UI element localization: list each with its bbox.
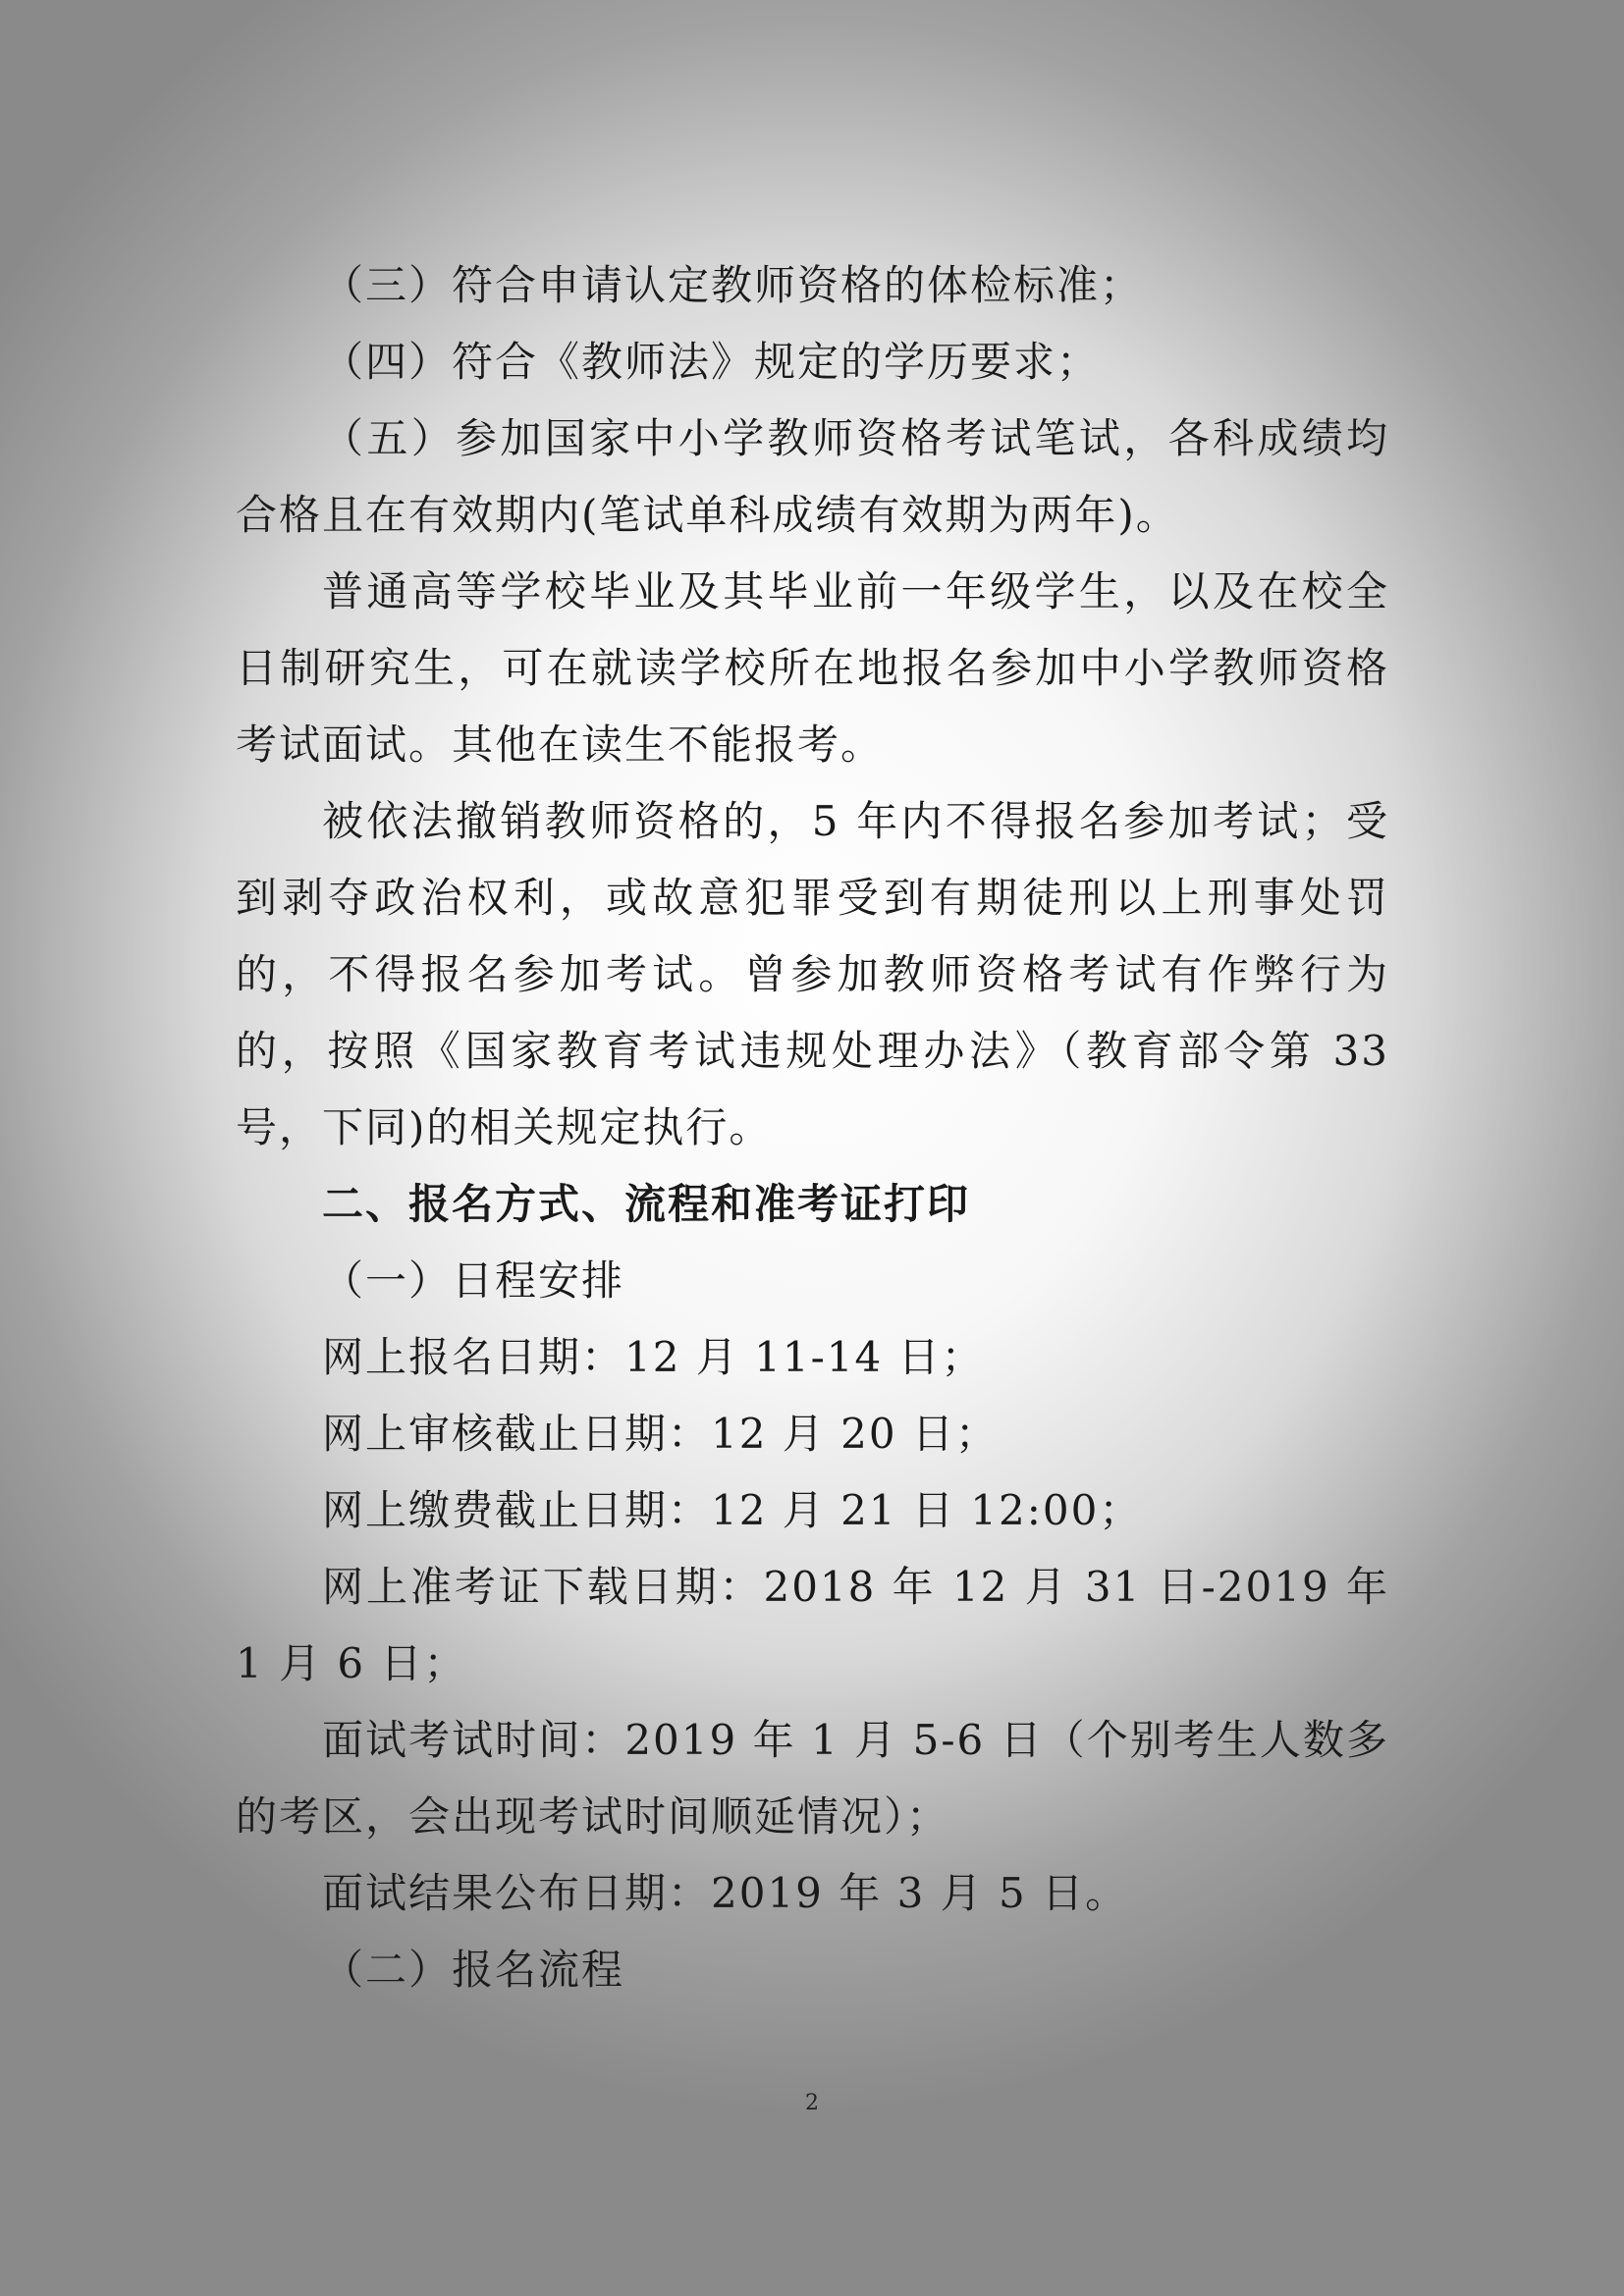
paragraph-disqualification: 被依法撤销教师资格的，5 年内不得报名参加考试；受到剥夺政治权利，或故意犯罪受到有期徒刑以上刑事处罚的，不得报名参加考试。曾参加教师资格考试有作弊行为的，按照《国家教育考试违规处理办法》（教育部令第 33 号，下同)的相关规定执行。	[236, 797, 1389, 1151]
paragraph-written-exam: （五）参加国家中小学教师资格考试笔试，各科成绩均合格且在有效期内(笔试单科成绩有效期为两年)。	[236, 414, 1389, 539]
schedule-online-registration: 网上报名日期：12 月 11-14 日；	[322, 1333, 985, 1381]
paragraph-student-eligibility: 普通高等学校毕业及其毕业前一年级学生，以及在校全日制研究生，可在就读学校所在地报名参加中小学教师资格考试面试。其他在读生不能报考。	[236, 567, 1389, 769]
subheading-registration-process: （二）报名流程	[322, 1946, 625, 1994]
schedule-results-date: 面试结果公布日期：2019 年 3 月 5 日。	[322, 1869, 1129, 1917]
schedule-admission-ticket: 网上准考证下载日期：2018 年 12 月 31 日-2019 年 1 月 6 日；	[236, 1563, 1389, 1687]
subheading-schedule: （一）日程安排	[322, 1256, 625, 1305]
section-heading-registration: 二、报名方式、流程和准考证打印	[322, 1180, 971, 1228]
schedule-review-deadline: 网上审核截止日期：12 月 20 日；	[322, 1410, 999, 1458]
paragraph-education-requirement: （四）符合《教师法》规定的学历要求；	[322, 338, 1101, 386]
schedule-interview-time: 面试考试时间：2019 年 1 月 5-6 日（个别考生人数多的考区，会出现考试时间顺延情况）；	[236, 1716, 1389, 1841]
schedule-payment-deadline: 网上缴费截止日期：12 月 21 日 12:00；	[322, 1486, 1143, 1534]
page-number: 2	[805, 2091, 819, 2115]
paragraph-health-standard: （三）符合申请认定教师资格的体检标准；	[322, 261, 1144, 309]
document-body	[236, 247, 1389, 2008]
